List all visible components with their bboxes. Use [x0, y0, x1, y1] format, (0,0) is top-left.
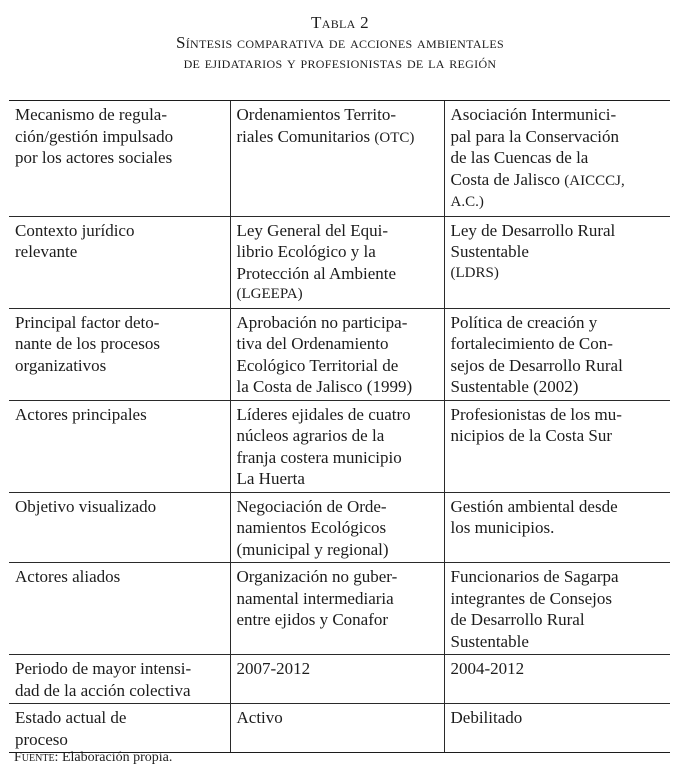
cell-line	[237, 126, 438, 150]
cell-line: Ecológico Territorial de	[236, 355, 399, 375]
otc-abbreviation: (OTC)	[374, 129, 415, 146]
table-row	[9, 400, 670, 492]
cell-line: núcleos agrarios de la	[236, 426, 385, 445]
cell-line: dad de la acción colectiva	[15, 680, 191, 700]
cell-line: por los actores sociales	[15, 148, 173, 167]
cell-line: Contexto jurídico	[15, 220, 135, 240]
cell-line: librio Ecológico y la	[236, 242, 376, 261]
cell-text: Costa de Jalisco	[450, 169, 561, 189]
cell-line: fortalecimiento de Con-	[450, 334, 613, 353]
row-label-cell	[9, 308, 230, 400]
otc-cell	[230, 655, 444, 704]
cell-line: Sustentable (2002)	[450, 377, 579, 396]
aicccj-cell	[444, 400, 670, 492]
row-label-cell	[9, 400, 230, 492]
cell-line: Debilitado	[450, 708, 523, 727]
cell-line: nante de los procesos	[15, 334, 160, 353]
aicccj-cell	[444, 216, 670, 308]
header-aicccj-cell	[444, 101, 670, 217]
cell-line: sejos de Desarrollo Rural	[450, 355, 623, 375]
cell-line: La Huerta	[236, 469, 305, 488]
header-mechanism-cell	[9, 101, 230, 217]
cell-line: relevante	[15, 242, 78, 261]
cell-line: Sustentable	[450, 631, 529, 651]
otc-cell	[230, 704, 444, 753]
cell-line: proceso	[15, 729, 68, 749]
otc-cell	[230, 216, 444, 308]
row-label-cell	[9, 563, 230, 655]
row-label-cell	[9, 655, 230, 704]
cell-line: Funcionarios de Sagarpa	[450, 567, 619, 586]
cell-line: Objetivo visualizado	[15, 496, 157, 516]
table-row	[9, 655, 670, 704]
aicccj-cell	[444, 655, 670, 704]
aicccj-cell	[444, 563, 670, 655]
cell-line: Política de creación y	[450, 312, 598, 332]
cell-line: A.C.)	[450, 194, 484, 210]
cell-line	[451, 169, 665, 193]
cell-line: (LGEEPA)	[236, 286, 303, 302]
cell-line: 2007-2012	[236, 659, 311, 678]
cell-line: Protección al Ambiente	[236, 263, 397, 283]
cell-line: organizativos	[15, 355, 107, 375]
cell-line: Líderes ejidales de cuatro	[236, 404, 411, 424]
cell-line: Negociación de Orde-	[236, 496, 387, 516]
cell-line: Profesionistas de los mu-	[450, 404, 622, 424]
row-label-cell	[9, 216, 230, 308]
cell-line: (LDRS)	[450, 264, 499, 281]
cell-line: nicipios de la Costa Sur	[450, 426, 612, 445]
cell-line: entre ejidos y Conafor	[236, 610, 389, 629]
cell-line: Principal factor deto-	[15, 312, 160, 332]
table-row	[9, 308, 670, 400]
cell-line: (municipal y regional)	[236, 539, 389, 559]
table-source-note	[14, 749, 172, 767]
aicccj-cell	[444, 308, 670, 400]
cell-line: de Desarrollo Rural	[450, 610, 585, 629]
table-header-row	[9, 101, 670, 217]
cell-text: riales Comunitarios	[236, 126, 371, 146]
cell-line: Periodo de mayor intensi-	[15, 659, 192, 678]
otc-cell	[230, 400, 444, 492]
cell-line: Ley General del Equi-	[236, 220, 389, 240]
cell-line: tiva del Ordenamiento	[236, 334, 389, 353]
table-title-line-1: Síntesis comparativa de acciones ambientales	[175, 33, 505, 52]
cell-line: 2004-2012	[450, 659, 525, 678]
cell-line: franja costera municipio	[236, 447, 402, 467]
table-row	[9, 492, 670, 563]
cell-line: Organización no guber-	[236, 567, 398, 586]
aicccj-cell	[444, 704, 670, 753]
otc-cell	[230, 563, 444, 655]
cell-line: ción/gestión impulsado	[15, 126, 174, 146]
header-otc-cell	[230, 101, 444, 217]
cell-line: la Costa de Jalisco (1999)	[236, 377, 413, 396]
cell-line: namental intermediaria	[236, 588, 394, 608]
cell-line: Aprobación no participa-	[236, 312, 408, 332]
cell-line: Asociación Intermunici-	[450, 105, 617, 124]
cell-line: los municipios.	[450, 518, 555, 537]
table-title-line-2: de ejidatarios y profesionistas de la región	[183, 53, 497, 72]
row-label-cell	[9, 704, 230, 753]
cell-line: Estado actual de	[15, 708, 127, 727]
cell-line: Activo	[236, 708, 283, 727]
cell-line: Ordenamientos Territo-	[236, 105, 396, 124]
table-row	[9, 704, 670, 753]
cell-line: de las Cuencas de la	[450, 148, 589, 167]
table-row	[9, 563, 670, 655]
cell-line: namientos Ecológicos	[236, 518, 387, 537]
cell-line: integrantes de Consejos	[450, 588, 612, 608]
source-text: Elaboración propia.	[58, 750, 173, 765]
row-label-cell	[9, 492, 230, 563]
table-number: Tabla 2	[311, 13, 369, 32]
otc-cell	[230, 308, 444, 400]
cell-line: Sustentable	[450, 242, 529, 261]
aicccj-cell	[444, 492, 670, 563]
cell-line: Gestión ambiental desde	[450, 496, 618, 516]
comparison-table	[9, 100, 670, 753]
cell-line: Mecanismo de regula-	[15, 105, 167, 124]
otc-cell	[230, 492, 444, 563]
cell-line: pal para la Conservación	[450, 126, 620, 146]
source-label: Fuente:	[14, 750, 59, 765]
table-row	[9, 216, 670, 308]
cell-line: Actores aliados	[15, 567, 121, 586]
table-caption	[0, 13, 680, 73]
cell-line: Actores principales	[15, 404, 147, 424]
aicccj-abbreviation: (AICCCJ,	[564, 172, 625, 189]
cell-line: Ley de Desarrollo Rural	[450, 220, 616, 240]
